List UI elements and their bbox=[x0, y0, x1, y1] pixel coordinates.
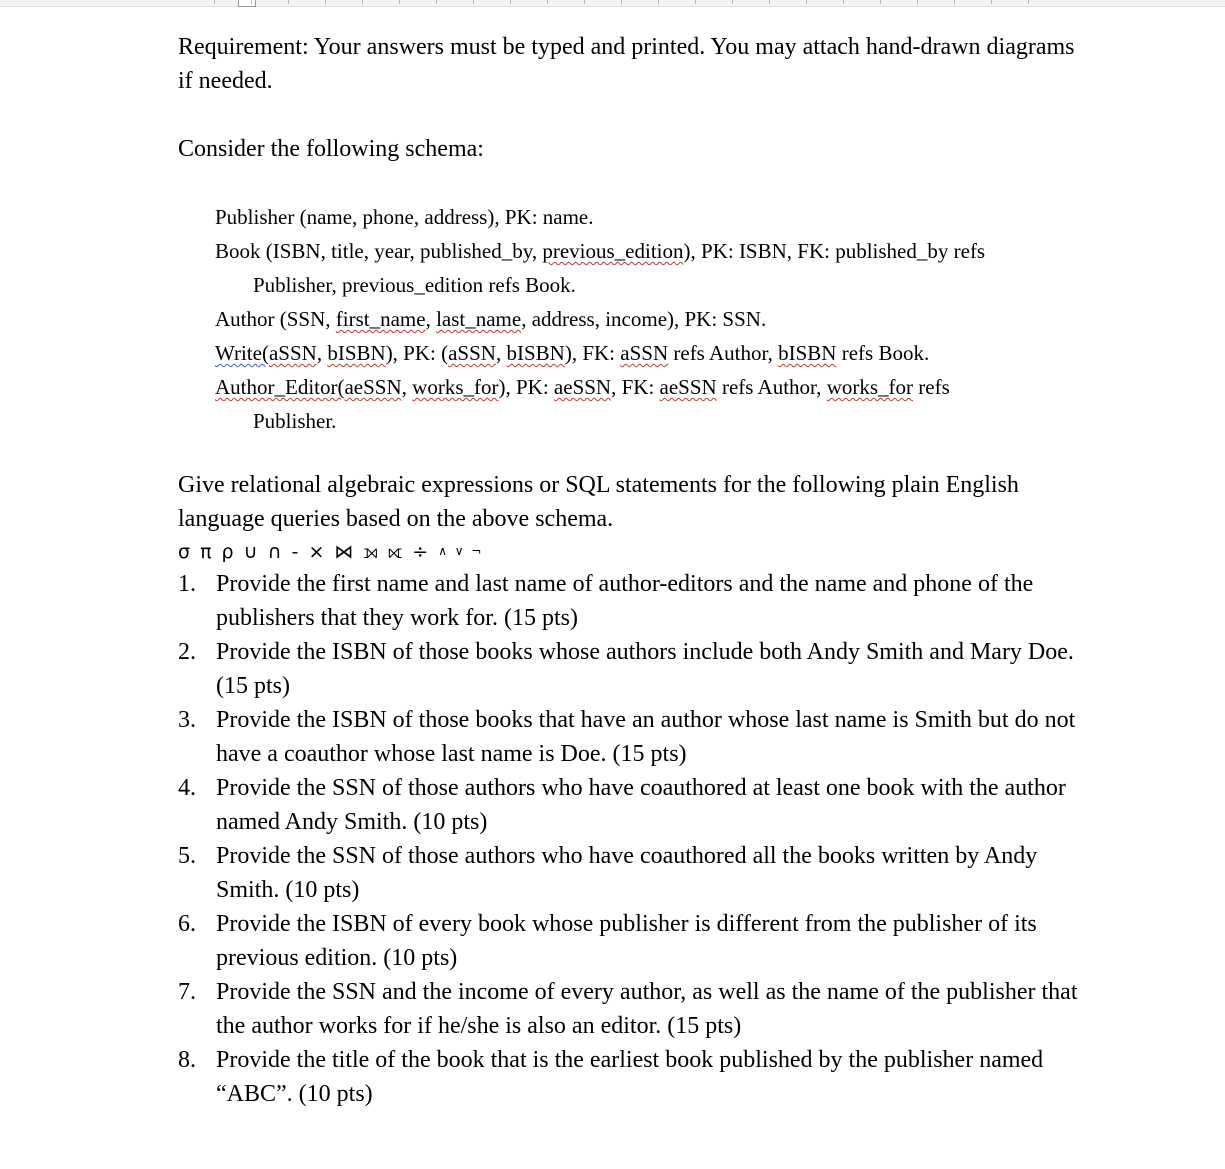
question-item: 5. Provide the SSN of those authors who have coauthored all the books written by Andy Smith. (10 pts) bbox=[178, 843, 1038, 903]
schema-book: Book (ISBN, title, year, published_by, previous_edition), PK: ISBN, FK: published_by refs bbox=[215, 239, 986, 263]
schema-author-editor-continued: Publisher. bbox=[253, 409, 337, 433]
ruler-tick bbox=[399, 0, 400, 4]
schema-write: Write(aSSN, bISBN), PK: (aSSN, bISBN), FK: aSSN refs Author, bISBN refs Book. bbox=[215, 341, 930, 365]
schema-publisher: Publisher (name, phone, address), PK: name. bbox=[215, 205, 594, 229]
schema-block bbox=[215, 200, 1088, 438]
ruler-tick bbox=[584, 0, 585, 4]
schema-author-editor: Author_Editor(aeSSN, works_for), PK: aeSSN, FK: aeSSN refs Author, works_for refs bbox=[215, 375, 950, 399]
ruler-tick bbox=[732, 0, 733, 4]
ruler-indent-marker[interactable] bbox=[238, 0, 256, 7]
ruler-tick bbox=[436, 0, 437, 4]
ruler-tick bbox=[325, 0, 326, 4]
ruler-tick bbox=[214, 0, 215, 4]
question-item: 6. Provide the ISBN of every book whose publisher is different from the publisher of its previous edition. (10 pts) bbox=[178, 911, 1037, 971]
ruler-tick bbox=[880, 0, 881, 4]
ruler-tick bbox=[954, 0, 955, 4]
ruler-tick bbox=[473, 0, 474, 4]
ruler-tick bbox=[658, 0, 659, 4]
relational-algebra-symbols: σ π ρ ∪ ∩ - × ⋈ ⟕ ⟖ ÷ ∧ ∨ ¬ bbox=[178, 541, 484, 563]
document-page bbox=[178, 30, 1088, 1111]
ruler-tick bbox=[917, 0, 918, 4]
ruler-tick bbox=[288, 0, 289, 4]
requirement-paragraph: Requirement: Your answers must be typed and printed. You may attach hand-drawn diagrams if needed. bbox=[178, 34, 1075, 94]
schema-author: Author (SSN, first_name, last_name, address, income), PK: SSN. bbox=[215, 307, 767, 331]
schema-book-continued: Publisher, previous_edition refs Book. bbox=[253, 273, 576, 297]
ruler-tick bbox=[769, 0, 770, 4]
question-item: 8. Provide the title of the book that is the earliest book published by the publisher named “ABC”. (10 pts) bbox=[178, 1047, 1044, 1107]
ruler-tick bbox=[547, 0, 548, 4]
ruler-tick bbox=[251, 0, 252, 4]
ruler-tick bbox=[991, 0, 992, 4]
ruler-tick bbox=[843, 0, 844, 4]
question-item: 7. Provide the SSN and the income of every author, as well as the name of the publisher that the author works for if he/she is also an editor. (15 pts) bbox=[178, 979, 1078, 1039]
ruler-tick bbox=[806, 0, 807, 4]
question-item: 4. Provide the SSN of those authors who have coauthored at least one book with the author named Andy Smith. (10 pts) bbox=[178, 775, 1066, 835]
ruler-tick bbox=[695, 0, 696, 4]
ruler-tick bbox=[362, 0, 363, 4]
ruler-tick bbox=[621, 0, 622, 4]
top-ruler bbox=[0, 0, 1225, 7]
question-item: 2. Provide the ISBN of those books whose authors include both Andy Smith and Mary Doe. (15 pts) bbox=[178, 639, 1074, 699]
question-list bbox=[178, 567, 1088, 1111]
ruler-tick bbox=[510, 0, 511, 4]
question-item: 3. Provide the ISBN of those books that have an author whose last name is Smith but do not have a coauthor whose last name is Doe. (15 pts) bbox=[178, 707, 1076, 767]
instructions-paragraph: Give relational algebraic expressions or SQL statements for the following plain English language queries based on the above schema. bbox=[178, 472, 1019, 532]
schema-intro: Consider the following schema: bbox=[178, 136, 484, 162]
question-item: 1. Provide the first name and last name of author-editors and the name and phone of the publishers that they work for. (15 pts) bbox=[178, 571, 1034, 631]
ruler-tick bbox=[1028, 0, 1029, 4]
